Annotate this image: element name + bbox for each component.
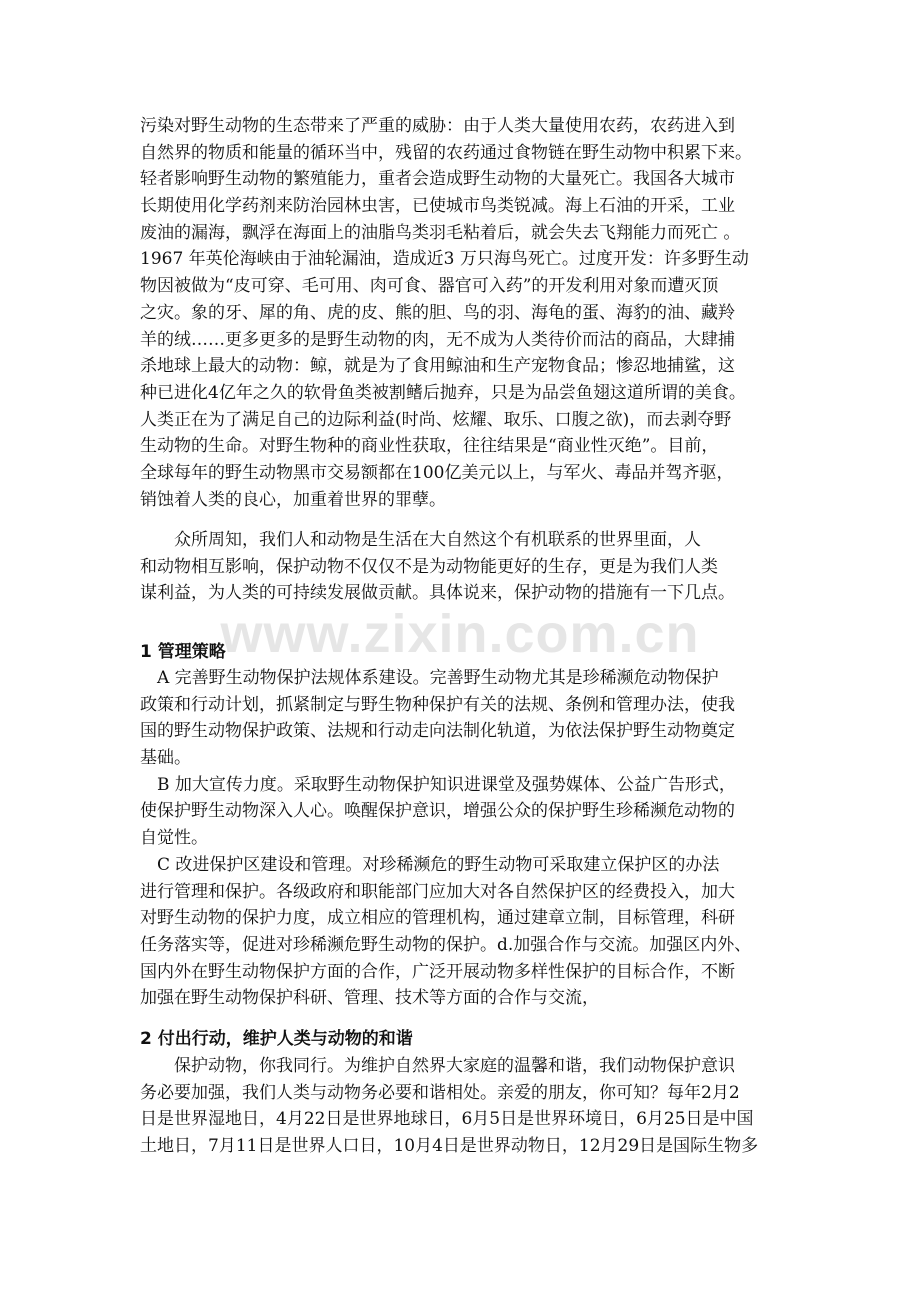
text-line: 废油的漏海，飘浮在海面上的油脂鸟类羽毛粘着后，就会失去飞翔能力而死亡 。 bbox=[140, 222, 741, 243]
text-line: 国的野生动物保护政策、法规和行动走向法制化轨道，为依法保护野生动物奠定 bbox=[140, 721, 735, 742]
text-line: 人类正在为了满足自己的边际利益(时尚、炫耀、取乐、口腹之欲)，而去剥夺野 bbox=[140, 409, 732, 430]
text-line: 保护动物，你我同行。为维护自然界大家庭的温馨和谐，我们动物保护意识 bbox=[140, 1056, 735, 1076]
text-line: 谋利益，为人类的可持续发展做贡献。具体说来，保护动物的措施有一下几点。 bbox=[140, 583, 735, 604]
section-2-heading: 2 付出行动，维护人类与动物的和谐 bbox=[140, 1029, 413, 1049]
text-line: 对野生动物的保护力度，成立相应的管理机构，通过建章立制，目标管理，科研 bbox=[140, 908, 735, 929]
text-line: 羊的绒……更多更多的是野生动物的肉，无不成为人类待价而沽的商品，大肆捕 bbox=[140, 329, 735, 350]
text-line: 自觉性。 bbox=[140, 828, 208, 849]
text-line: 1967 年英伦海峡由于油轮漏油，造成近3 万只海鸟死亡。过度开发：许多野生动 bbox=[140, 249, 749, 270]
text-line: 众所周知，我们人和动物是生活在大自然这个有机联系的世界里面，人 bbox=[140, 530, 701, 550]
text-line: 加强在野生动物保护科研、管理、技术等方面的合作与交流， bbox=[140, 988, 599, 1009]
text-line: A 完善野生动物保护法规体系建设。完善野生动物尤其是珍稀濒危动物保护 bbox=[140, 668, 719, 688]
text-line: 政策和行动计划，抓紧制定与野生物种保护有关的法规、条例和管理办法，使我 bbox=[140, 694, 735, 715]
text-line: 销蚀着人类的良心，加重着世界的罪孽。 bbox=[140, 489, 446, 510]
section-1-body bbox=[140, 665, 800, 1012]
text-line: B 加大宣传力度。采取野生动物保护知识进课堂及强势媒体、公益广告形式， bbox=[140, 774, 736, 795]
text-line: 全球每年的野生动物黑市交易额都在100亿美元以上，与军火、毒品并驾齐驱， bbox=[140, 462, 734, 483]
text-line: 之灾。象的牙、犀的角、虎的皮、熊的胆、鸟的羽、海龟的蛋、海豹的油、藏羚 bbox=[140, 302, 735, 323]
section-1-heading: 1 管理策略 bbox=[140, 642, 226, 662]
text-line: 使保护野生动物深入人心。唤醒保护意识，增强公众的保护野生珍稀濒危动物的 bbox=[140, 801, 735, 822]
text-line: 日是世界湿地日，4月22日是世界地球日，6月5日是世界环境日，6月25日是中国 bbox=[140, 1109, 754, 1130]
text-line: 轻者影响野生动物的繁殖能力，重者会造成野生动物的大量死亡。我国各大城市 bbox=[140, 169, 735, 190]
text-line: 国内外在野生动物保护方面的合作，广泛开展动物多样性保护的目标合作，不断 bbox=[140, 961, 735, 982]
site-watermark: www.zixin.com.cn bbox=[220, 604, 700, 664]
summary-paragraph bbox=[140, 527, 800, 607]
text-line: 杀地球上最大的动物：鲸，就是为了食用鲸油和生产宠物食品；惨忍地捕鲨，这 bbox=[140, 356, 735, 377]
text-line: 土地日，7月11日是世界人口日，10月4日是世界动物日，12月29日是国际生物多 bbox=[140, 1136, 759, 1157]
text-line: 进行管理和保护。各级政府和职能部门应加大对各自然保护区的经费投入，加大 bbox=[140, 881, 735, 902]
text-line: C 改进保护区建设和管理。对珍稀濒危的野生动物可采取建立保护区的办法 bbox=[140, 854, 720, 875]
text-line: 生动物的生命。对野生物种的商业性获取，往往结果是“商业性灭绝”。目前， bbox=[140, 436, 719, 457]
text-line: 种已进化4亿年之久的软骨鱼类被割鳍后抛弃，只是为品尝鱼翅这道所谓的美食。 bbox=[140, 382, 746, 403]
text-line: 任务落实等，促进对珍稀濒危野生动物的保护。d.加强合作与交流。加强区内外、 bbox=[140, 934, 752, 955]
text-line: 物因被做为“皮可穿、毛可用、肉可食、器官可入药”的开发利用对象而遭灭顶 bbox=[140, 276, 719, 297]
text-line: 污染对野生动物的生态带来了严重的威胁：由于人类大量使用农药，农药进入到 bbox=[140, 116, 735, 136]
section-2-body bbox=[140, 1053, 800, 1160]
text-line: 和动物相互影响，保护动物不仅仅不是为动物能更好的生存，更是为我们人类 bbox=[140, 556, 718, 577]
text-line: 务必要加强，我们人类与动物务必要和谐相处。亲爱的朋友，你可知？每年2月2 bbox=[140, 1082, 740, 1103]
text-line: 自然界的物质和能量的循环当中，残留的农药通过食物链在野生动物中积累下来。 bbox=[140, 142, 752, 163]
text-line: 基础。 bbox=[140, 748, 191, 769]
intro-paragraph bbox=[140, 113, 800, 513]
text-line: 长期使用化学药剂来防治园林虫害，已使城市鸟类锐减。海上石油的开采，工业 bbox=[140, 196, 735, 217]
